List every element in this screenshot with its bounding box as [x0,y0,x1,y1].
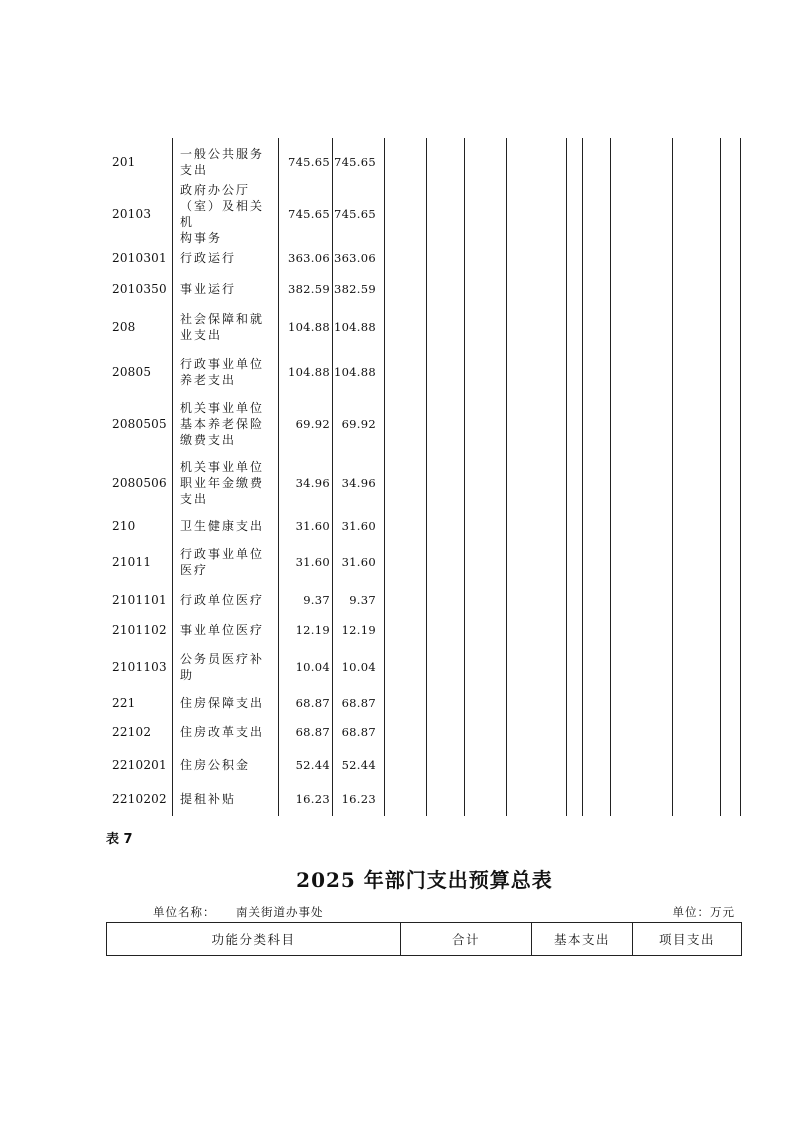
row-name-line: 政府办公厅 [180,183,251,197]
row-name [180,183,276,245]
unit-name-label: 单位名称： [153,905,216,919]
row-total: 745.65 [287,155,330,169]
row-code: 2210201 [112,758,167,772]
row-code: 2101101 [112,593,167,607]
row-name-line: 卫生健康支出 [180,519,265,533]
table-number: 表 7 [106,832,133,847]
header-basic-expense: 基本支出 [531,923,632,955]
row-code: 2210202 [112,792,167,806]
table-row [106,242,743,274]
row-name-line: 事业运行 [180,282,237,296]
row-code: 22102 [112,725,152,739]
row-name-line: 机关事业单位 [180,401,265,415]
row-total: 68.87 [295,696,330,710]
row-name-line: 行政事业单位 [180,357,265,371]
row-code: 2080505 [112,417,167,431]
table-row [106,584,743,616]
row-code: 2010350 [112,282,167,296]
table-row [106,748,743,782]
row-code: 210 [112,519,136,533]
row-total: 68.87 [295,725,330,739]
row-total: 34.96 [295,476,330,490]
table-row [106,716,743,748]
row-name [180,782,276,816]
row-total: 10.04 [295,660,330,674]
row-basic: 382.59 [333,282,376,296]
row-name [180,454,276,512]
row-name [180,748,276,782]
row-name [180,242,276,274]
row-name [180,584,276,616]
row-name-line: 提租补贴 [180,792,237,806]
row-name-line: 支出 [180,163,209,177]
row-basic: 31.60 [341,519,376,533]
row-code: 201 [112,155,136,169]
table-row [106,540,743,584]
row-name-line: 构事务 [180,231,223,245]
row-total: 382.59 [287,282,330,296]
row-code: 2080506 [112,476,167,490]
table-row [106,616,743,644]
row-code: 2101102 [112,623,167,637]
row-name-line: 一般公共服务 [180,147,265,161]
row-name-line: 住房改革支出 [180,725,265,739]
row-basic: 104.88 [333,320,376,334]
row-name [180,138,276,186]
unit-label: 单位：万元 [672,905,735,919]
row-name-line: 行政事业单位 [180,547,265,561]
table-row [106,138,743,186]
row-basic: 12.19 [341,623,376,637]
row-name-line: 住房保障支出 [180,696,265,710]
row-total: 16.23 [295,792,330,806]
row-name [180,540,276,584]
row-total: 31.60 [295,555,330,569]
table-row [106,644,743,690]
row-basic: 745.65 [333,155,376,169]
table-row [106,350,743,394]
row-code: 2101103 [112,660,167,674]
row-name-line: 业支出 [180,328,223,342]
row-name-line: 社会保障和就 [180,312,265,326]
row-basic: 16.23 [341,792,376,806]
row-total: 104.88 [287,365,330,379]
row-basic: 69.92 [341,417,376,431]
row-name [180,690,276,716]
table-row [106,454,743,512]
row-code: 20103 [112,207,152,221]
table-row [106,512,743,540]
row-name-line: 住房公积金 [180,758,251,772]
row-name-line: 公务员医疗补 [180,652,265,666]
row-total: 745.65 [287,207,330,221]
row-basic: 68.87 [341,725,376,739]
table-row [106,690,743,716]
summary-table-header [106,922,742,956]
row-total: 363.06 [287,251,330,265]
row-name-line: 基本养老保险 [180,417,265,431]
row-name-line: （室）及相关机 [180,199,265,229]
budget-table-continued [106,138,743,816]
row-code: 221 [112,696,136,710]
row-basic: 34.96 [341,476,376,490]
row-name-line: 养老支出 [180,373,237,387]
row-total: 12.19 [295,623,330,637]
row-code: 208 [112,320,136,334]
row-basic: 745.65 [333,207,376,221]
row-basic: 31.60 [341,555,376,569]
row-total: 9.37 [303,593,330,607]
row-name [180,644,276,690]
row-name-line: 事业单位医疗 [180,623,265,637]
page-title: 2025 年部门支出预算总表 [296,868,553,892]
row-basic: 363.06 [333,251,376,265]
row-code: 20805 [112,365,152,379]
row-code: 2010301 [112,251,167,265]
row-name [180,616,276,644]
row-name-line: 行政单位医疗 [180,593,265,607]
row-name [180,350,276,394]
header-total: 合计 [400,923,531,955]
row-name [180,304,276,350]
row-name-line: 医疗 [180,563,209,577]
row-total: 52.44 [295,758,330,772]
row-total: 69.92 [295,417,330,431]
row-basic: 9.37 [349,593,376,607]
row-name-line: 职业年金缴费 [180,476,265,490]
row-name-line: 助 [180,668,195,682]
header-project-expense: 项目支出 [632,923,741,955]
table-row [106,183,743,245]
row-name-line: 行政运行 [180,251,237,265]
table-row [106,394,743,454]
row-code: 21011 [112,555,152,569]
row-basic: 104.88 [333,365,376,379]
table-row [106,304,743,350]
row-total: 31.60 [295,519,330,533]
row-name-line: 机关事业单位 [180,460,265,474]
row-name [180,512,276,540]
row-name [180,274,276,304]
unit-name-value: 南关街道办事处 [236,905,324,919]
row-basic: 68.87 [341,696,376,710]
row-basic: 52.44 [341,758,376,772]
header-function-category: 功能分类科目 [211,932,296,947]
table-row [106,274,743,304]
row-name-line: 支出 [180,492,209,506]
row-name [180,716,276,748]
row-basic: 10.04 [341,660,376,674]
table-row [106,782,743,816]
row-name-line: 缴费支出 [180,433,237,447]
row-name [180,394,276,454]
row-total: 104.88 [287,320,330,334]
